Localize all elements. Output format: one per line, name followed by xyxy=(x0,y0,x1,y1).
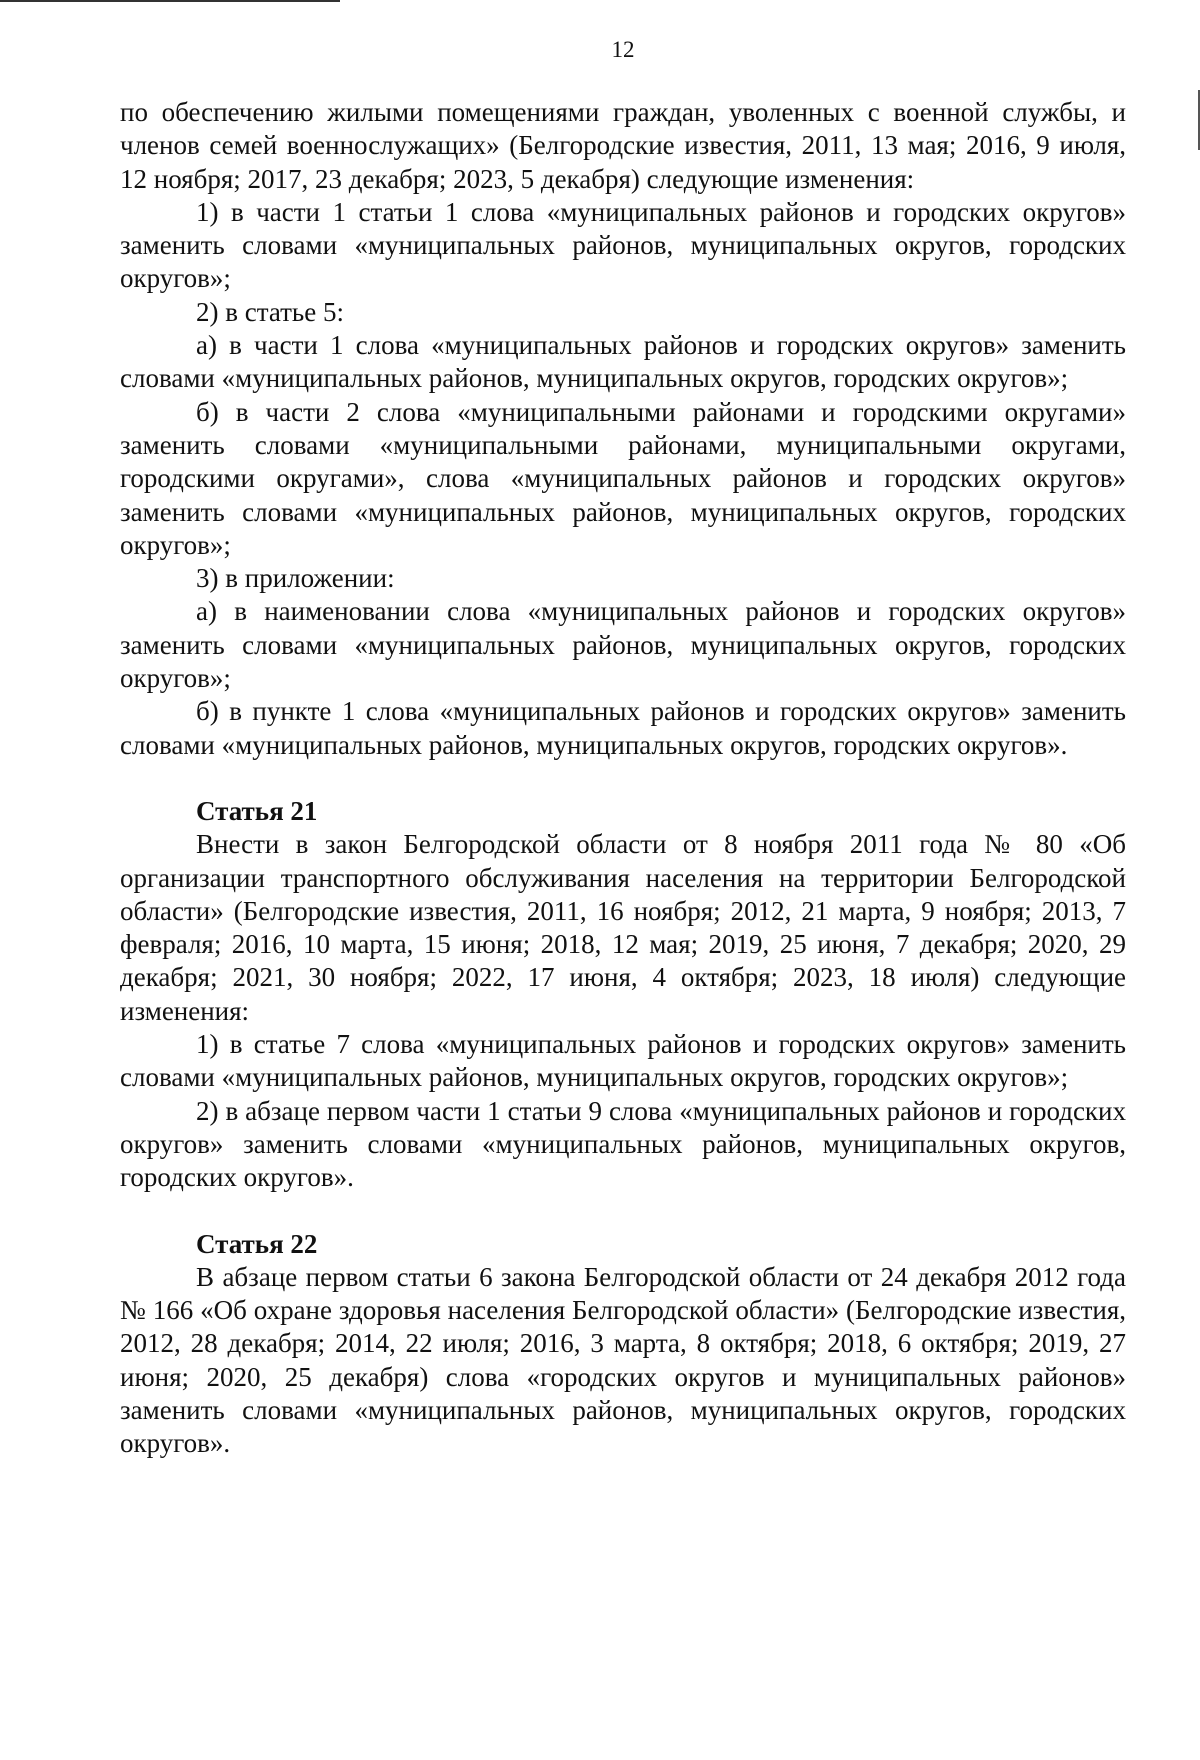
paragraph: б) в пункте 1 слова «муниципальных районов и городских округов» заменить словами «муниципальных районов, муниципальных округов, городских округов». xyxy=(120,696,1126,760)
paragraph: 2) в абзаце первом части 1 статьи 9 слова «муниципальных районов и городских округов» заменить словами «муниципальных районов, муниципальных округов, городских округов». xyxy=(120,1095,1126,1193)
section-gap xyxy=(120,1195,1126,1228)
paragraph: а) в части 1 слова «муниципальных районов и городских округов» заменить словами «муниципальных районов, муниципальных округов, городских округов»; xyxy=(120,330,1126,394)
paragraph: б) в части 2 слова «муниципальными районами и городскими округами» заменить словами «муниципальными районами, муниципальными округами, городскими округами», слова «муниципальных районов и городских округов» заменить словами «муниципальных районов, муниципальных округов, городских округов»; xyxy=(120,396,1126,560)
page-number: 12 xyxy=(611,37,635,62)
paragraph: а) в наименовании слова «муниципальных районов и городских округов» заменить словами «муниципальных районов, муниципальных округов, городских округов»; xyxy=(120,596,1126,694)
article-21-heading: Статья 21 xyxy=(196,795,318,826)
paragraph: Внести в закон Белгородской области от 8 ноября 2011 года № 80 «Об организации транспортного обслуживания населения на территории Белгородской области» (Белгородские известия, 2011, 16 ноября; 2012, 21 марта, 9 ноября; 2013, 7 февраля; 2016, 10 марта, 15 июня; 2018, 12 мая; 2019, 25 июня, 7 декабря; 2020, 29 декабря; 2021, 30 ноября; 2022, 17 июня, 4 октября; 2023, 18 июля) следующие изменения: xyxy=(120,829,1126,1026)
paragraph: В абзаце первом статьи 6 закона Белгородской области от 24 декабря 2012 года № 166 «Об охране здоровья населения Белгородской области» (Белгородские известия, 2012, 28 декабря; 2014, 22 июля; 2016, 3 марта, 8 октября; 2018, 6 октября; 2019, 27 июня; 2020, 25 декабря) слова «городских округов и муниципальных районов» заменить словами «муниципальных районов, муниципальных округов, городских округов». xyxy=(120,1261,1126,1459)
article-22-heading: Статья 22 xyxy=(196,1228,318,1259)
paragraph-continuation: по обеспечению жилыми помещениями граждан, уволенных с военной службы, и членов семей военнослужащих» (Белгородские известия, 2011, 13 мая; 2016, 9 июля, 12 ноября; 2017, 23 декабря; 2023, 5 декабря) следующие изменения: xyxy=(120,97,1126,194)
paragraph: 1) в части 1 статьи 1 слова «муниципальных районов и городских округов» заменить словами «муниципальных районов, муниципальных округов, городских округов»; xyxy=(120,196,1126,294)
document-page xyxy=(120,28,1126,1461)
paragraph: 2) в статье 5: xyxy=(196,296,344,327)
paragraph: 3) в приложении: xyxy=(196,563,395,594)
scan-artifact-line xyxy=(0,0,340,2)
section-gap xyxy=(120,762,1126,795)
paragraph: 1) в статье 7 слова «муниципальных районов и городских округов» заменить словами «муниципальных районов, муниципальных округов, городских округов»; xyxy=(120,1029,1126,1093)
